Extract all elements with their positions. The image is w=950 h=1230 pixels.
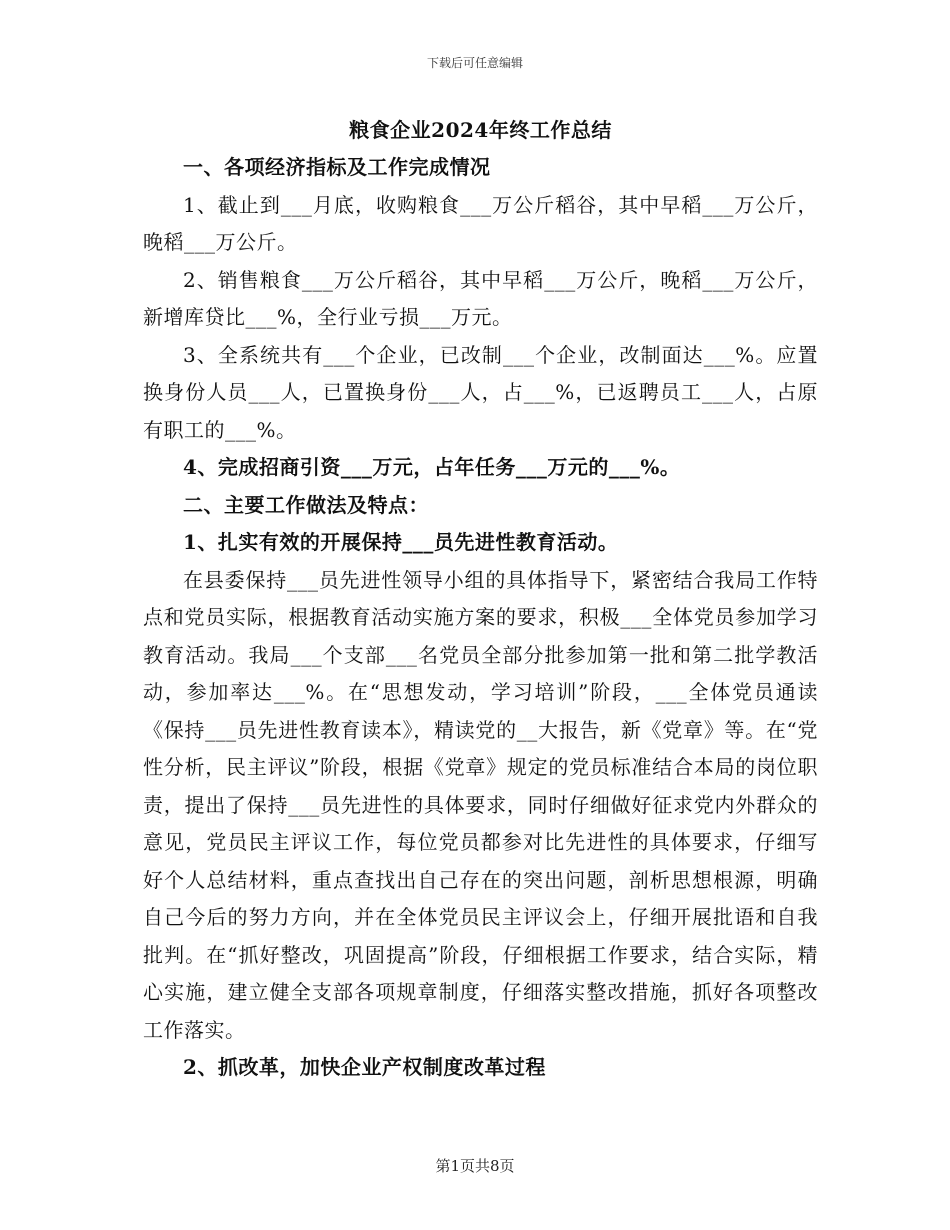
- subsection-1-heading: 1、扎实有效的开展保持___员先进性教育活动。: [183, 530, 619, 554]
- page-footer-number: 第1页共8页: [435, 1157, 515, 1175]
- section-1-heading: 一、各项经济指标及工作完成情况: [183, 155, 491, 179]
- section-2-heading: 二、主要工作做法及特点：: [183, 492, 429, 517]
- page-header-note: 下载后可任意编辑: [426, 56, 523, 70]
- document-title: 粮食企业2024年终工作总结: [349, 118, 612, 142]
- subsection-1-body: 在县委保持___员先进性领导小组的具体指导下，紧密结合我局工作特点和党员实际，根据教育活动实施方案的要求，积极___全体党员参加学习教育活动。我局___个支部___名党员全部分批参加第一批和第二批学教活动，参加率达___%。在“思想发动，学习培训”阶段，___全体党员通读《保持___员先进性教育读本》，精读党的__大报告，新《党章》等。在“党性分析，民主评议”阶段，根据《党章》规定的党员标准结合本局的岗位职责，提出了保持___员先进性的具体要求，同时仔细做好征求党内外群众的意见，党员民主评议工作，每位党员都参对比先进性的具体要求，仔细写好个人总结材料，重点查找出自己存在的突出问题，剖析思想根源，明确自己今后的努力方向，并在全体党员民主评议会上，仔细开展批语和自我批判。在“抓好整改，巩固提高”阶段，仔细根据工作要求，结合实际，精心实施，建立健全支部各项规章制度，仔细落实整改措施，抓好各项整改工作落实。: [143, 567, 818, 1042]
- indicator-item-4: 4、完成招商引资___万元，占年任务___万元的___%。: [183, 455, 681, 479]
- indicator-item-1: 1、截止到___月底，收购粮食___万公斤稻谷，其中早稻___万公斤，晚稻___万公斤。: [143, 192, 818, 254]
- document-body: [143, 112, 818, 1087]
- indicator-item-2: 2、销售粮食___万公斤稻谷，其中早稻___万公斤，晚稻___万公斤，新增库贷比___%，全行业亏损___万元。: [143, 267, 818, 329]
- indicator-item-3: 3、全系统共有___个企业，已改制___个企业，改制面达___%。应置换身份人员___人，已置换身份___人，占___%，已返聘员工___人，占原有职工的___%。: [143, 342, 818, 442]
- subsection-2-heading: 2、抓改革，加快企业产权制度改革过程: [183, 1055, 546, 1079]
